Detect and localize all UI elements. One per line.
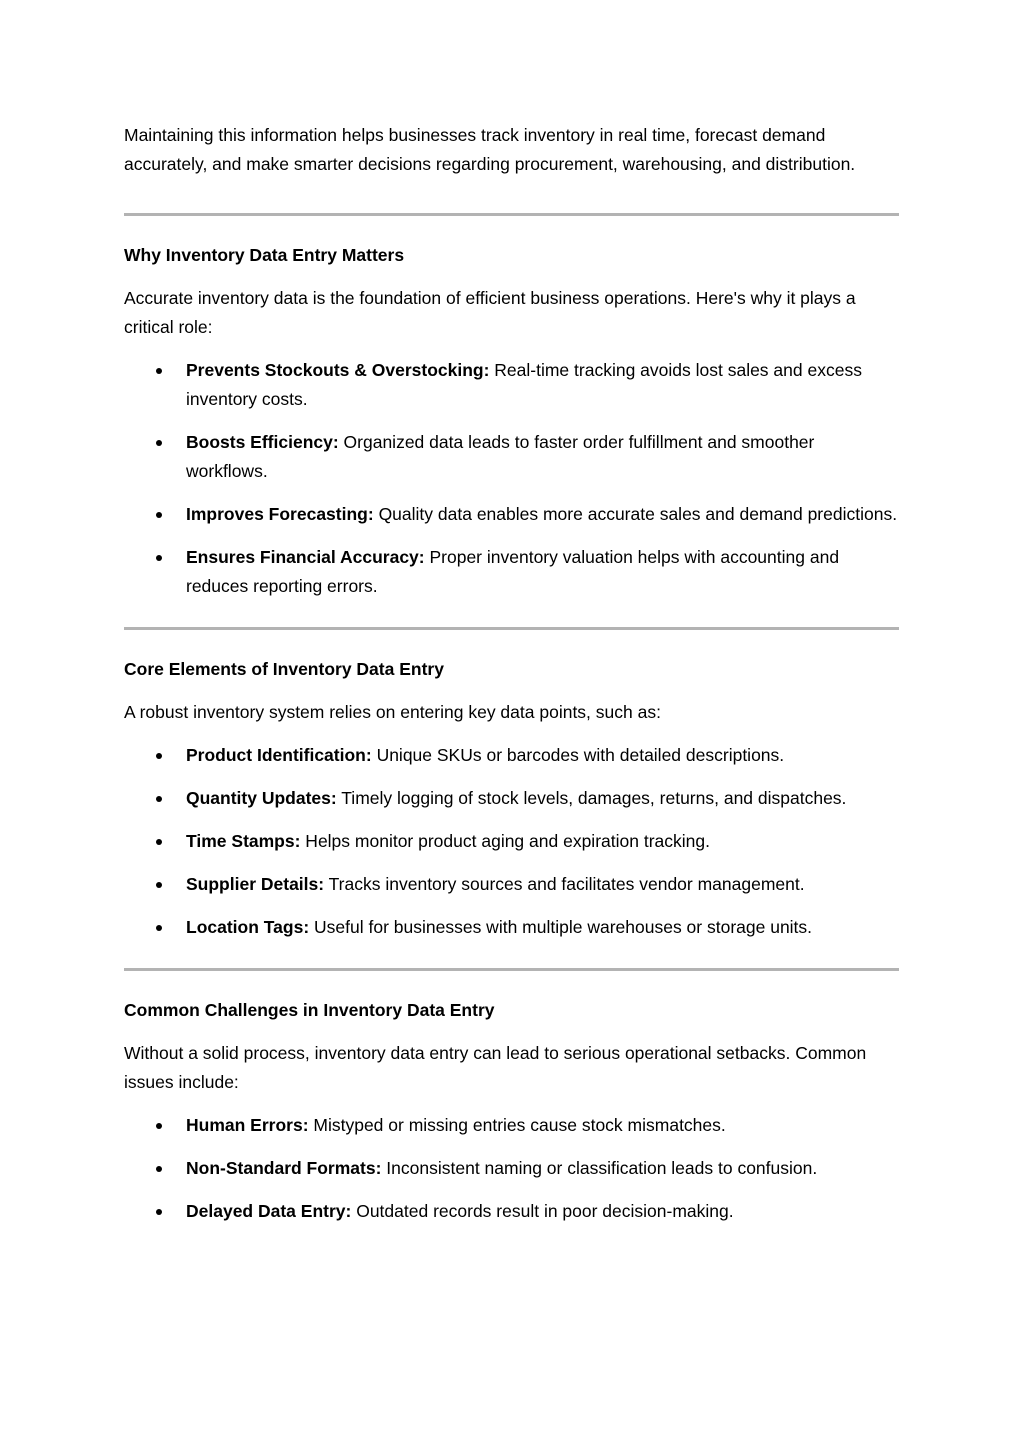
item-text: Tracks inventory sources and facilitates vendor management. bbox=[324, 874, 805, 894]
bullet-list bbox=[124, 1111, 899, 1226]
bullet-list bbox=[124, 356, 899, 601]
item-text: Organized data leads to faster order fulfillment and smoother workflows. bbox=[186, 432, 815, 481]
section-divider bbox=[124, 968, 899, 971]
list-item bbox=[124, 1111, 899, 1140]
list-item bbox=[124, 741, 899, 770]
item-term: Ensures Financial Accuracy: bbox=[186, 547, 425, 567]
section-lead: Accurate inventory data is the foundation of efficient business operations. Here's why it plays a critical role: bbox=[124, 288, 856, 337]
item-text: Outdated records result in poor decision-making. bbox=[351, 1201, 734, 1221]
list-item bbox=[124, 356, 899, 414]
item-text: Proper inventory valuation helps with accounting and reduces reporting errors. bbox=[186, 547, 840, 596]
section-divider bbox=[124, 213, 899, 216]
item-text: Real-time tracking avoids lost sales and excess inventory costs. bbox=[186, 360, 862, 409]
item-text: Helps monitor product aging and expiration tracking. bbox=[300, 831, 710, 851]
list-item bbox=[124, 428, 899, 486]
section-heading: Why Inventory Data Entry Matters bbox=[124, 245, 405, 265]
list-item bbox=[124, 543, 899, 601]
item-term: Delayed Data Entry: bbox=[186, 1201, 352, 1221]
list-item bbox=[124, 1197, 899, 1226]
list-item bbox=[124, 1154, 899, 1183]
item-text: Quality data enables more accurate sales and demand predictions. bbox=[373, 504, 898, 524]
section-divider bbox=[124, 627, 899, 630]
list-item bbox=[124, 913, 899, 942]
item-term: Improves Forecasting: bbox=[186, 504, 374, 524]
item-term: Location Tags: bbox=[186, 917, 310, 937]
item-text: Inconsistent naming or classification leads to confusion. bbox=[381, 1158, 818, 1178]
document-page bbox=[124, 121, 899, 1252]
section-core-elements bbox=[124, 655, 899, 942]
list-item bbox=[124, 870, 899, 899]
item-text: Unique SKUs or barcodes with detailed descriptions. bbox=[371, 745, 785, 765]
section-heading: Common Challenges in Inventory Data Entry bbox=[124, 1000, 495, 1020]
section-heading: Core Elements of Inventory Data Entry bbox=[124, 659, 444, 679]
section-challenges bbox=[124, 996, 899, 1226]
item-term: Boosts Efficiency: bbox=[186, 432, 339, 452]
intro-paragraph: Maintaining this information helps businesses track inventory in real time, forecast demand accurately, and make smarter decisions regarding procurement, warehousing, and distribution. bbox=[124, 125, 856, 174]
list-item bbox=[124, 500, 899, 529]
item-term: Product Identification: bbox=[186, 745, 372, 765]
item-term: Human Errors: bbox=[186, 1115, 309, 1135]
item-text: Useful for businesses with multiple warehouses or storage units. bbox=[309, 917, 813, 937]
section-lead: Without a solid process, inventory data entry can lead to serious operational setbacks. Common issues include: bbox=[124, 1043, 867, 1092]
section-why-matters bbox=[124, 241, 899, 601]
bullet-list bbox=[124, 741, 899, 942]
item-term: Quantity Updates: bbox=[186, 788, 337, 808]
item-term: Prevents Stockouts & Overstocking: bbox=[186, 360, 490, 380]
item-text: Timely logging of stock levels, damages, returns, and dispatches. bbox=[336, 788, 847, 808]
list-item bbox=[124, 827, 899, 856]
item-term: Supplier Details: bbox=[186, 874, 325, 894]
section-lead: A robust inventory system relies on entering key data points, such as: bbox=[124, 702, 661, 722]
item-term: Time Stamps: bbox=[186, 831, 301, 851]
item-term: Non-Standard Formats: bbox=[186, 1158, 382, 1178]
item-text: Mistyped or missing entries cause stock mismatches. bbox=[308, 1115, 726, 1135]
list-item bbox=[124, 784, 899, 813]
